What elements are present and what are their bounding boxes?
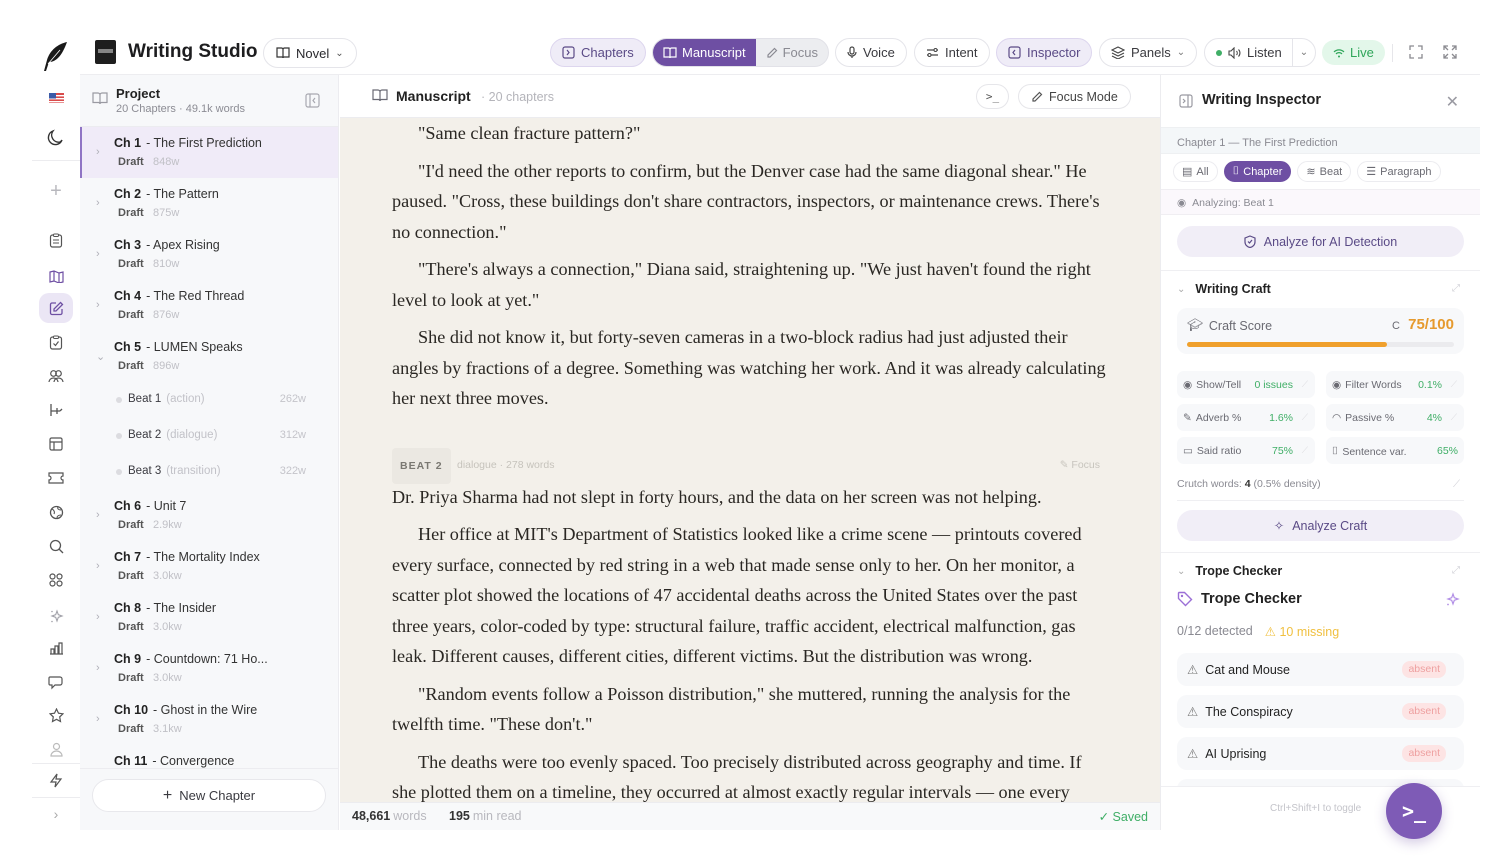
fullscreen-icon[interactable] (1440, 42, 1460, 62)
status-badge: Draft (118, 258, 144, 270)
word-count: 3.0kw (153, 672, 182, 684)
status-badge: absent (1402, 661, 1446, 678)
book-open-icon: ⌷ (1232, 165, 1240, 177)
bolt-icon[interactable] (39, 765, 73, 795)
view-mode-segmented (652, 38, 829, 67)
status-badge: Draft (118, 360, 144, 372)
divider (1392, 44, 1393, 62)
clipboard-icon[interactable] (39, 225, 73, 255)
chapter-item[interactable]: › Ch 4 - The Red Thread Draft 876w (96, 289, 245, 321)
word-count: 3.0kw (153, 621, 182, 633)
analyze-craft-button[interactable]: ✧ Analyze Craft (1177, 510, 1464, 541)
panel-icon (1179, 94, 1193, 108)
sidebar-footer (80, 768, 339, 830)
eye-icon: ◉ (1332, 379, 1342, 391)
craft-score-value: 75/100 (1408, 316, 1454, 333)
word-count: 2.9kw (153, 519, 182, 531)
grid-icon[interactable] (39, 565, 73, 595)
pencil-icon (1031, 91, 1043, 103)
chevron-down-icon: ⌄ (335, 47, 344, 59)
info-icon: ⟋ (1450, 412, 1457, 422)
word-count: 896w (153, 360, 180, 372)
star-icon[interactable] (39, 700, 73, 730)
panel-icon (1008, 46, 1021, 59)
writing-craft-section-toggle[interactable]: ⌄ Writing Craft (1177, 282, 1271, 296)
analyzing-status: ◉ Analyzing: Beat 1 (1161, 189, 1480, 215)
project-type-label: Novel (296, 45, 330, 61)
status-bar (340, 802, 1160, 830)
terminal-button[interactable]: >_ (976, 84, 1009, 109)
word-count: 810w (153, 258, 180, 270)
expand-icon[interactable] (1406, 42, 1426, 62)
chevron-right-icon[interactable]: › (96, 560, 100, 572)
chapter-sidebar (80, 75, 339, 830)
beat-focus-button[interactable]: ✎ Focus (1059, 458, 1100, 471)
expand-icon[interactable]: ⤢ (1452, 565, 1460, 576)
chevron-right-icon[interactable]: › (96, 662, 100, 674)
manuscript-text[interactable] (392, 118, 1108, 802)
chapter-item[interactable]: › Ch 6 - Unit 7 Draft 2.9kw (96, 499, 187, 531)
trope-item[interactable]: ⚠ AI Uprising absent (1177, 737, 1464, 770)
project-stats: 20 Chapters · 49.1k words (116, 103, 246, 115)
collapse-sidebar-icon[interactable] (305, 93, 320, 108)
warning-icon: ⚠ (1187, 705, 1199, 719)
trope-checker-section-toggle[interactable]: ⌄ Trope Checker (1177, 564, 1283, 578)
chevron-right-icon[interactable]: › (53, 806, 59, 822)
eye-icon: ◉ (1183, 379, 1193, 391)
writing-inspector-panel (1160, 75, 1480, 830)
chevron-down-icon: ⌄ (1176, 47, 1186, 58)
beat-label: BEAT 2 (392, 448, 451, 485)
icon-rail (32, 75, 80, 830)
chapter-item[interactable]: › Ch 7 - The Mortality Index Draft 3.0kw (96, 550, 260, 582)
chapters-toggle-button[interactable]: Chapters (550, 38, 646, 67)
user-icon[interactable] (39, 734, 73, 764)
status-badge: Draft (118, 309, 144, 321)
metric-show-tell[interactable]: ◉ Show/Tell 0 issues ⟋ (1177, 371, 1315, 398)
gauge-icon: ◠ (1332, 412, 1342, 424)
keyboard-hint: Ctrl+Shift+I to toggle (1270, 803, 1362, 814)
sparkle-icon[interactable] (39, 601, 73, 631)
sidebar-icon (562, 46, 575, 59)
chevron-right-icon[interactable]: › (96, 713, 100, 725)
divider (1161, 270, 1480, 271)
pencil-icon (766, 47, 778, 59)
paragraph[interactable]: "I'd need the other reports to confirm, but the Denver case had the same diagonal shear." He paused. "Cross, these buildings don't share contractors, inspectors, or maintenance crews. There's no connection." (392, 160, 1100, 242)
message-icon: ▭ (1183, 445, 1193, 457)
book-open-icon: ⌷ (1332, 445, 1339, 457)
divider (1177, 500, 1464, 501)
metric-said-ratio[interactable]: ▭ Said ratio 75% ⟋ (1177, 437, 1315, 464)
divider (32, 763, 80, 764)
bar-chart-icon[interactable] (39, 633, 73, 663)
saved-status: ✓ Saved (1098, 810, 1148, 824)
chevron-down-icon: ⌄ (1177, 565, 1186, 577)
paragraph[interactable]: Her office at MIT's Department of Statistics looked like a crime scene — printouts covered every surface, connected by red string in a web that made sense only to her. On her monitor, a scatter plot showed the locations of 47 accidental deaths across the United States over the past three years, color-coded by type: structural failure, traffic accident, electrical malfunction, gas leak. Different causes, different cities, different victims. But the distribution was wrong. (392, 524, 1082, 666)
analyze-ai-detection-button[interactable]: Analyze for AI Detection (1177, 226, 1464, 257)
divider (32, 160, 80, 161)
clipboard-check-icon[interactable] (39, 327, 73, 357)
info-icon: ⟋ (1301, 412, 1308, 422)
paragraph[interactable]: The deaths were too evenly spaced. Too precisely distributed across geography and time. If she plotted them on a timeline, they occurred at almost exactly regular intervals — one every (392, 751, 1082, 802)
word-count: 876w (153, 309, 180, 321)
status-badge: Draft (118, 723, 144, 735)
project-type-dropdown[interactable] (263, 38, 357, 68)
scope-tabs (1173, 161, 1441, 182)
listen-button[interactable]: Listen (1204, 38, 1293, 67)
map-icon[interactable] (39, 261, 73, 291)
users-icon[interactable] (39, 361, 73, 391)
status-badge: Draft (118, 570, 144, 582)
chapter-item[interactable]: › Ch 8 - The Insider Draft 3.0kw (96, 601, 217, 633)
chevron-right-icon[interactable]: › (96, 509, 100, 521)
chapter-item[interactable]: › Ch 2 - The Pattern Draft 875w (96, 187, 219, 219)
chevron-down-icon[interactable]: ⌄ (96, 351, 106, 363)
microphone-icon (847, 46, 857, 59)
metric-adverb[interactable]: ✎ Adverb % 1.6% ⟋ (1177, 404, 1315, 431)
book-icon (276, 47, 290, 59)
plus-icon[interactable]: + (50, 179, 62, 202)
inspector-title: Writing Inspector (1202, 92, 1321, 108)
eye-icon: ◉ (1177, 197, 1187, 209)
scope-tab-paragraph[interactable]: ☰ Paragraph (1357, 161, 1440, 182)
shield-icon (1244, 235, 1256, 248)
book-icon (92, 92, 108, 105)
status-badge: absent (1402, 745, 1446, 762)
scope-tab-chapter[interactable]: ⌷ Chapter (1224, 161, 1292, 182)
chevron-right-icon[interactable]: › (96, 248, 100, 260)
metric-passive[interactable]: ◠ Passive % 4% ⟋ (1326, 404, 1464, 431)
top-bar (32, 30, 1480, 75)
sliders-icon (926, 47, 939, 58)
bullet-icon (116, 397, 122, 403)
layers-icon: ≋ (1306, 166, 1316, 178)
word-count: 3.1kw (153, 723, 182, 735)
chevron-down-icon: ⌄ (1299, 47, 1309, 58)
chapter-item[interactable]: › Ch 1 - The First Prediction Draft 848w (80, 127, 338, 178)
chapter-item[interactable]: › Ch 9 - Countdown: 71 Ho... Draft 3.0kw (96, 652, 268, 684)
app-title: Writing Studio (128, 41, 258, 62)
globe-icon[interactable] (39, 497, 73, 527)
plus-icon: + (162, 786, 173, 804)
chevron-right-icon[interactable]: › (96, 146, 100, 158)
project-cover-image (95, 40, 116, 64)
sparkle-icon: ✧ (1273, 519, 1285, 533)
align-left-icon: ☰ (1366, 166, 1377, 178)
tag-icon (1177, 591, 1193, 607)
word-count: 848w (153, 156, 180, 168)
graduation-cap-icon: 🎓︎ (1187, 318, 1203, 332)
terminal-fab-button[interactable]: >_ (1386, 783, 1442, 839)
word-count: 875w (153, 207, 180, 219)
trope-checker-title: Trope Checker (1177, 591, 1302, 607)
info-icon: ⟋ (1450, 379, 1457, 389)
bullet-icon (116, 469, 122, 475)
divider (32, 797, 80, 798)
pencil-icon: ✎ (1183, 412, 1192, 424)
chapter-item-expanded[interactable]: ⌄ Ch 5 - LUMEN Speaks Draft 896w (96, 340, 243, 372)
close-icon[interactable]: ✕ (1445, 94, 1459, 111)
inspector-toggle-button[interactable]: Inspector (996, 38, 1092, 67)
status-badge: absent (1402, 703, 1446, 720)
intent-button[interactable]: Intent (914, 38, 990, 67)
beat-meta: dialogue · 278 words (457, 458, 555, 471)
paragraph[interactable]: She did not know it, but forty-seven cameras in a two-block radius had just adjusted their angles by fractions of a degree. Something was watching her work. And it was already calculating her next three moves. (392, 327, 1106, 408)
breadcrumb: Chapter 1 — The First Prediction (1161, 127, 1480, 154)
moon-icon[interactable] (39, 123, 73, 153)
timeline-icon[interactable] (39, 395, 73, 425)
search-icon[interactable] (39, 531, 73, 561)
wifi-icon (1333, 48, 1345, 58)
bullet-icon (116, 433, 122, 439)
focus-mode-button[interactable]: Focus Mode (1018, 84, 1131, 109)
new-chapter-button[interactable]: + New Chapter (92, 779, 326, 812)
panels-dropdown[interactable]: Panels ⌄ (1099, 38, 1197, 67)
inspector-header (1161, 75, 1480, 127)
layers-icon (1111, 46, 1125, 59)
edit-icon[interactable] (39, 293, 73, 323)
live-status-badge[interactable]: Live (1322, 40, 1385, 65)
book-open-icon (372, 89, 388, 102)
listen-options-dropdown[interactable] (1292, 38, 1316, 67)
beat-header (392, 440, 1108, 476)
info-icon: ⟋ (1453, 479, 1460, 490)
book-open-icon (663, 47, 677, 59)
chapter-item[interactable]: › Ch 3 - Apex Rising Draft 810w (96, 238, 220, 270)
paragraph[interactable]: "Same clean fracture pattern?" (418, 123, 641, 143)
info-icon: ⟋ (1301, 379, 1308, 389)
speaker-icon (1228, 47, 1241, 59)
status-dot-icon (1216, 50, 1222, 56)
chapter-count: · 20 chapters (481, 90, 554, 104)
status-badge: Draft (118, 207, 144, 219)
file-icon: ▤ (1182, 166, 1193, 178)
chevron-right-icon[interactable]: › (96, 197, 100, 209)
chat-icon[interactable] (39, 667, 73, 697)
status-badge: Draft (118, 672, 144, 684)
ticket-icon[interactable] (39, 463, 73, 493)
sparkle-icon[interactable] (1445, 592, 1460, 607)
paragraph[interactable]: "Random events follow a Poisson distribution," she muttered, running the analysis for the twelfth time. "These don't." (392, 683, 1071, 734)
craft-grade: C (1392, 320, 1400, 332)
missing-count: ⚠ 10 missing (1264, 625, 1340, 639)
paragraph[interactable]: Dr. Priya Sharma had not slept in forty hours, and the data on her screen was not helping. (392, 486, 1042, 507)
paragraph[interactable]: "There's always a connection," Diana said, straightening up. "We just haven't found the right level to look at yet." (392, 259, 1091, 310)
project-header (80, 75, 338, 127)
warning-icon: ⚠ (1187, 747, 1199, 761)
word-count: 3.0kw (153, 570, 182, 582)
chevron-right-icon[interactable]: › (96, 611, 100, 623)
craft-score-bar (1187, 342, 1454, 347)
chevron-right-icon[interactable]: › (96, 299, 100, 311)
us-flag-icon[interactable] (39, 83, 73, 113)
writing-studio-app (32, 30, 1480, 830)
voice-button[interactable]: Voice (835, 38, 907, 67)
status-badge: Draft (118, 621, 144, 633)
table-icon[interactable] (39, 429, 73, 459)
metric-sentence-variety[interactable]: ⌷ Sentence var. 65% (1326, 437, 1464, 464)
focus-view-button[interactable]: Focus (756, 39, 828, 66)
beat-item[interactable]: Beat 3 (transition) 322w (80, 454, 338, 490)
manuscript-editor (340, 75, 1160, 830)
trope-item[interactable]: ⚠ The Conspiracy absent (1177, 695, 1464, 728)
trope-item[interactable]: ⚠ Cat and Mouse absent (1177, 653, 1464, 686)
project-title: Project (116, 86, 161, 101)
crutch-words-summary: Crutch words: 4 (0.5% density) (1177, 478, 1321, 490)
scope-tab-beat[interactable]: ≋ Beat (1297, 161, 1351, 182)
divider (1161, 552, 1480, 553)
craft-score-card: 🎓︎ Craft Score C 75/100 (1177, 308, 1464, 354)
chapter-item[interactable]: Ch 11 - Convergence (114, 754, 235, 768)
beat-item[interactable]: Beat 1 (action) 262w (80, 382, 338, 418)
beat-item[interactable]: Beat 2 (dialogue) 312w (80, 418, 338, 454)
read-time: 195 min read (449, 809, 522, 823)
info-icon: ⟋ (1301, 445, 1308, 455)
word-count: 48,661 words (352, 809, 427, 823)
manuscript-header (340, 75, 1160, 118)
feather-logo-icon[interactable] (40, 40, 70, 74)
manuscript-view-button[interactable]: Manuscript (653, 39, 756, 66)
metric-filter-words[interactable]: ◉ Filter Words 0.1% ⟋ (1326, 371, 1464, 398)
status-badge: Draft (118, 156, 144, 168)
chapter-item[interactable]: › Ch 10 - Ghost in the Wire Draft 3.1kw (96, 703, 258, 735)
status-badge: Draft (118, 519, 144, 531)
expand-icon[interactable]: ⤢ (1452, 283, 1460, 294)
manuscript-title: Manuscript (396, 88, 471, 104)
chevron-down-icon: ⌄ (1177, 283, 1186, 295)
trope-stats: 0/12 detected ⚠ 10 missing (1177, 624, 1340, 639)
warning-icon: ⚠ (1187, 663, 1199, 677)
scope-tab-all[interactable]: ▤ All (1173, 161, 1218, 182)
